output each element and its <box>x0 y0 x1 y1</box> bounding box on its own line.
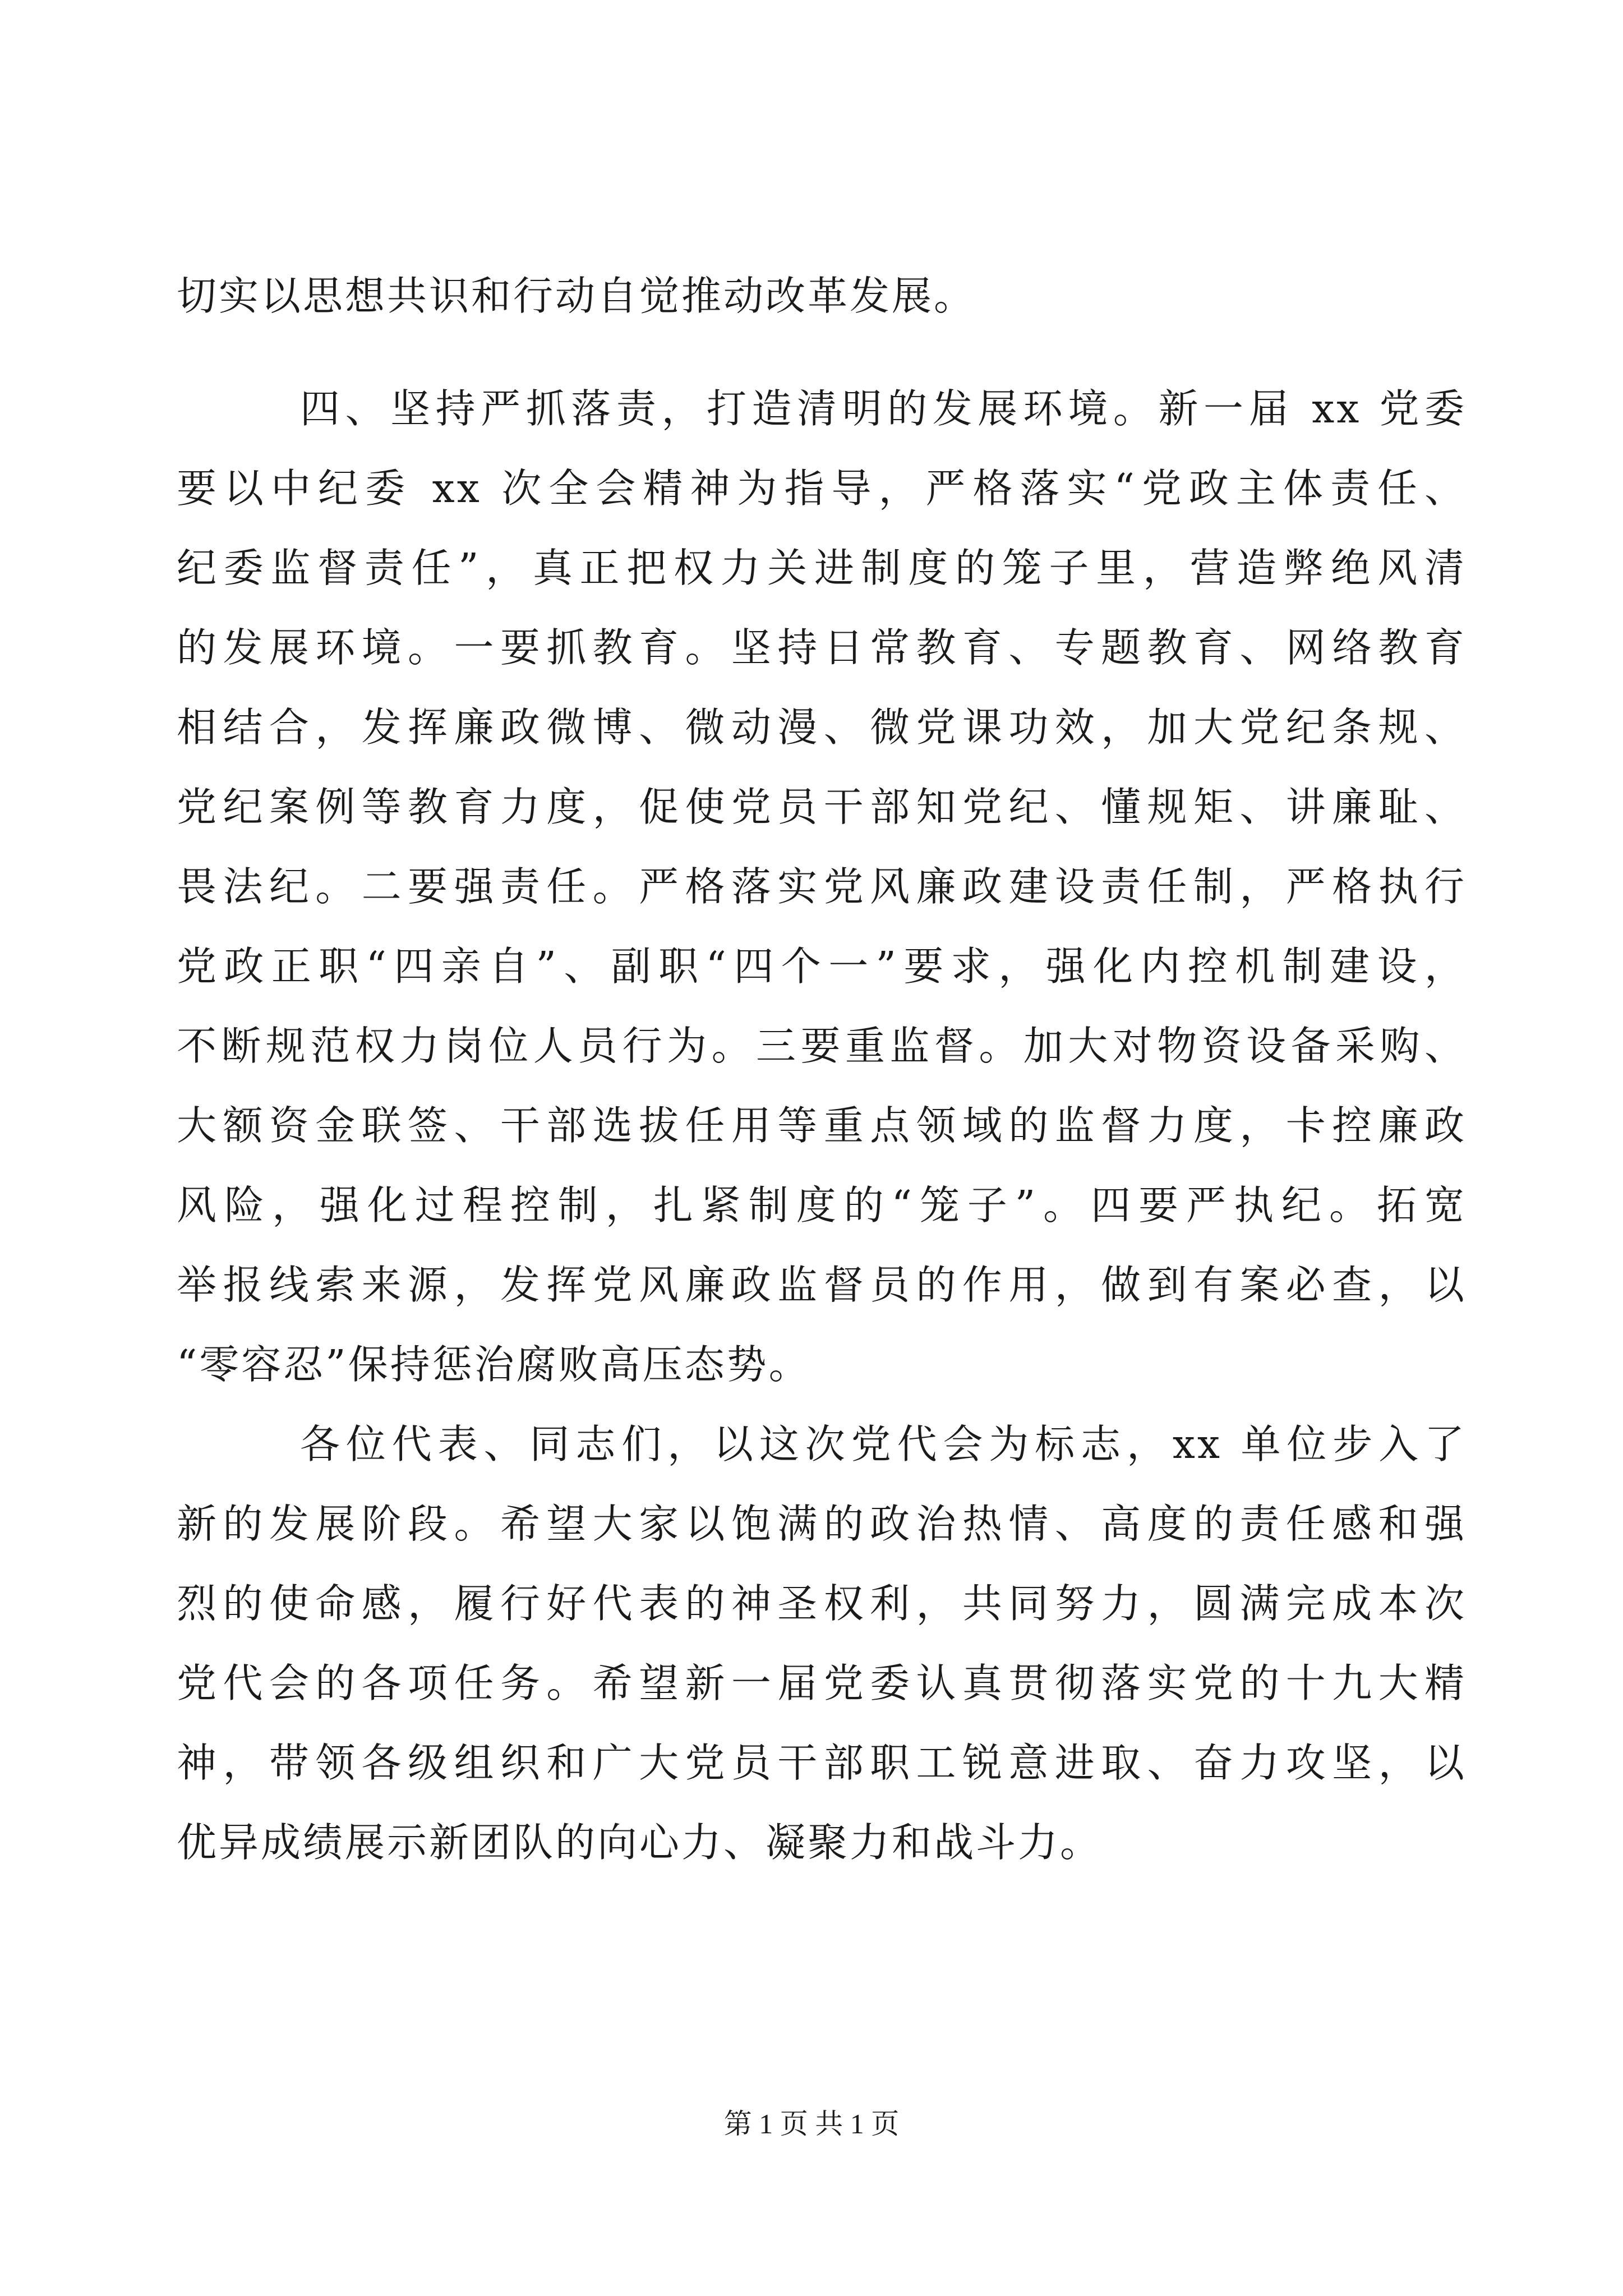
body-text-line: 风险，强化过程控制，扎紧制度的“笼子”。四要严执纪。拓宽 <box>177 1182 1467 1228</box>
page-number-footer: 第 1 页 共 1 页 <box>723 2108 900 2139</box>
body-text-line: 烈的使命感，履行好代表的神圣权利，共同努力，圆满完成本次 <box>177 1580 1467 1627</box>
body-text-line: 党代会的各项任务。希望新一届党委认真贯彻落实党的十九大精 <box>177 1660 1467 1706</box>
body-text-line: 党政正职“四亲自”、副职“四个一”要求，强化内控机制建设， <box>177 943 1467 990</box>
body-text-line: 神，带领各级组织和广大党员干部职工锐意进取、奋力攻坚，以 <box>177 1740 1467 1786</box>
body-text-line: 新的发展阶段。希望大家以饱满的政治热情、高度的责任感和强 <box>177 1501 1467 1547</box>
section-heading-line: 四、坚持严抓落责，打造清明的发展环境。新一届 xx 党委 <box>300 385 1467 432</box>
body-text-line: 的发展环境。一要抓教育。坚持日常教育、专题教育、网络教育 <box>177 624 1467 671</box>
body-text-line: 举报线索来源，发挥党风廉政监督员的作用，做到有案必查，以 <box>177 1262 1467 1308</box>
body-text-line: 纪委监督责任”，真正把权力关进制度的笼子里，营造弊绝风清 <box>177 545 1467 591</box>
body-text-line: 要以中纪委 xx 次全会精神为指导，严格落实“党政主体责任、 <box>177 465 1467 512</box>
body-text-line: 不断规范权力岗位人员行为。三要重监督。加大对物资设备采购、 <box>177 1023 1467 1069</box>
body-text-line: 切实以思想共识和行动自觉推动改革发展。 <box>177 273 976 319</box>
body-text-line: 畏法纪。二要强责任。严格落实党风廉政建设责任制，严格执行 <box>177 863 1467 910</box>
body-text-line: 党纪案例等教育力度，促使党员干部知党纪、懂规矩、讲廉耻、 <box>177 784 1467 830</box>
body-text-line: 各位代表、同志们，以这次党代会为标志，xx 单位步入了 <box>300 1421 1467 1467</box>
body-text-line: 大额资金联签、干部选拔任用等重点领域的监督力度，卡控廉政 <box>177 1102 1467 1149</box>
body-text-line: “零容忍”保持惩治腐败高压态势。 <box>177 1341 811 1388</box>
body-text-line: 相结合，发挥廉政微博、微动漫、微党课功效，加大党纪条规、 <box>177 704 1467 751</box>
body-text-line: 优异成绩展示新团队的向心力、凝聚力和战斗力。 <box>177 1819 1103 1866</box>
